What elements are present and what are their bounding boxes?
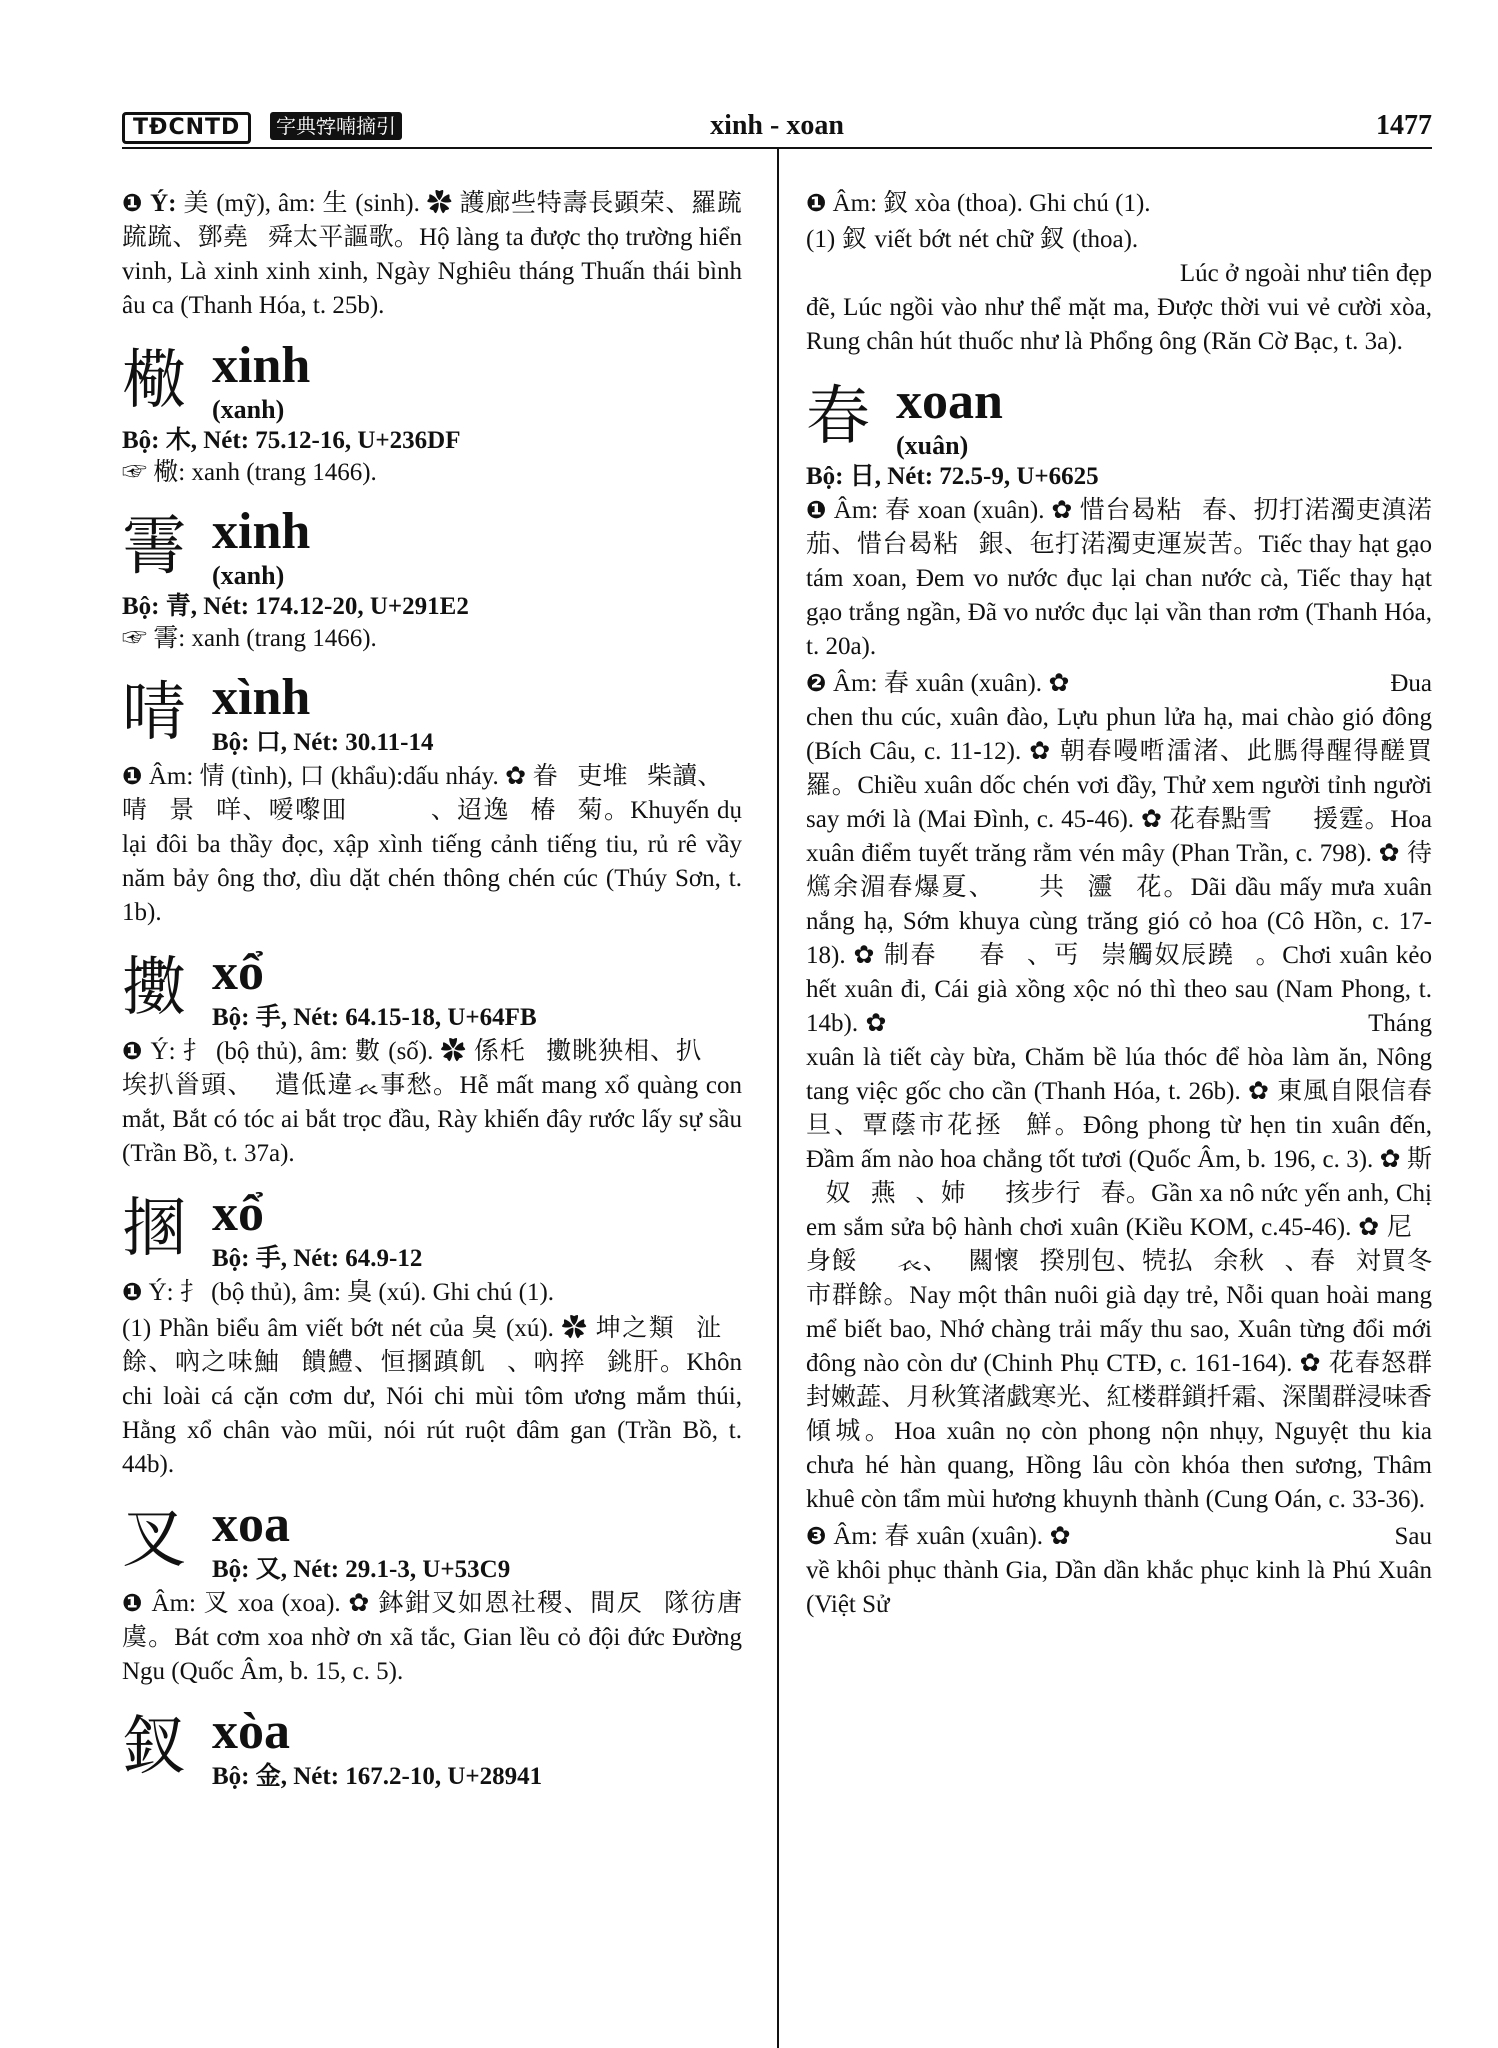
entry-sense-1 <box>806 493 1432 664</box>
entry-headword: xòa <box>212 1703 290 1760</box>
sense-text: Âm: 春 xoan (xuân). ✿ 惜台曷粘𥹰春、㧅打渃濁吏滇渃茄、惜台曷粘𤽗銀、㐌打渃濁吏運炭苦。Tiếc thay hạt gạo tám xoan, Đem vo nước đục lại chan nước cà, Tiếc thay hạt gạo trắng ngần, Đã vo nước đục lại vần than rơm (Thanh Hóa, t. 20a). <box>806 497 1432 660</box>
page-header <box>122 108 1432 146</box>
entry-sense <box>122 1034 742 1171</box>
entry-character: 䨝 <box>122 510 186 584</box>
running-title: xinh - xoan <box>710 110 844 141</box>
sense-number: ❶ <box>122 1589 144 1617</box>
entry-character: 釵 <box>122 1710 186 1784</box>
entry-cross-reference: ☞ 䨝: xanh (trang 1466). <box>122 625 377 652</box>
entry-character: 㨡 <box>122 1192 186 1266</box>
left-column <box>122 186 742 1799</box>
sense-number: ❸ <box>806 1522 827 1550</box>
entry-character: 擻 <box>122 951 186 1025</box>
entry-headword: xổ <box>212 944 264 1001</box>
sense-label: Ý: <box>150 190 177 217</box>
entry-character: 叉 <box>122 1503 186 1577</box>
series-logo: TĐCNTD <box>122 112 251 144</box>
entry-note: (1) Phần biểu âm viết bớt nét của 臭 (xú). ✿ 坤之類𩵜沚𩜀餘、吶之味鮋𤁘饋鱧、恒㨡蹎飢𪖫、吶捽𦛌銚肝。Khôn chi loài cá cặn cơm dư, Nói chi mùi tôm ương mắm thúi, Hằng xổ chân vào mũi, nói rút ruột đâm gan (Trần Bồ, t. 44b). <box>122 1315 742 1478</box>
column-divider <box>777 149 779 2048</box>
series-logo-han: 字典𡨸喃摘引 <box>270 112 402 140</box>
sense-text: 美 (mỹ), âm: 生 (sinh). ✿ 護廊些特壽長顕荣、羅䟽䟽䟽、鄧堯𦝄舜太平謳歌。Hộ làng ta được thọ trường hiển vinh, Là xinh xinh xinh, Ngày Nghiêu tháng Thuấn thái bình âu ca (Thanh Hóa, t. 25b). <box>122 190 743 319</box>
sense-text: Âm: 春 xuân (xuân). ✿ 𣋇術恢復城嘉、寅寅克復京羅富春。Sau về khôi phục thành Gia, Dần dần khắc phục kinh là Phú Xuân (Việt Sử <box>806 1523 1433 1618</box>
sense-text: Ý: 扌 (bộ thủ), âm: 臭 (xú). Ghi chú (1). <box>148 1279 555 1306</box>
sense-text: Âm: 春 xuân (xuân). ✿ 𢹣𤄯秋菊春桃、榴𡃹焒夏梅嘲𠖾冬。Đua chen thu cúc, xuân đào, Lựu phun lửa hạ, mai chào gió đông (Bích Câu, c. 11-12). ✿ 朝春𠼦𠹗㵢渚、此𦟐得醒得醝買羅。Chiều xuân dốc chén vơi đầy, Thử xem người tỉnh người say mới là (Mai Đình, c. 45-46). ✿ 花春點雪𦛋𩅹援霆。Hoa xuân điểm tuyết trăng rằm vén mây (Phan Trần, c. 798). ✿ 待𤒘余湄春爆夏、𡗶𢀭共𦛋𤅷𩈘花。Dãi dầu mấy mưa xuân nắng hạ, Sớm khuya cùng trăng gió cỏ hoa (Cô Hồn, c. 17-18). ✿ 制春𥚄𢲣春𢏜、丐𦟐崇觸奴辰蹺𨋣。Chơi xuân kẻo hết xuân đi, Cái già xồng xộc nó thì theo sau (Nam Phong, t. 14b). ✿ 𣎃春羅節耕𦓿、𥱬皮𥟉秃底和𠄼咹、農桑役𣑳朱勤。Tháng xuân là tiết cày bừa, Chăm bề lúa thóc để hòa làm ăn, Nông tang việc gốc cho cần (Thanh Hóa, t. 26b). ✿ 東風自限信春旦、覃蔭市花拯𤀓鮮。Đông phong từ hẹn tin xuân đến, Đầm ấm nào hoa chẳng tốt tươi (Quốc Âm, b. 196, c. 3). ✿ 斯𠻵奴𠰉燕𪅴、姉𡛔𢭸㧡步行𨔈春。Gần xa nô nức yến anh, Chị em sắm sửa bộ hành chơi xuân (Kiều KOM, c.45-46). ✿ 尼𠃣身餒𦓡𠼤𧘇、𢯦闗懷𢭸揆別包、㸿払𠴍余秋𨷈、春𡳳対買冬市群餘。Nay một thân nuôi già dạy trẻ, Nỗi quan hoài mang mể biết bao, Nhớ chàng trải mấy thu sao, Xuân từng đổi mới đông nào còn dư (Chinh Phụ CTĐ, c. 161-164). ✿ 花春怒群封嫩蕋、月秋箕渚戯寒光、紅楼群鎖扦霜、深閨群浸味香傾城。Hoa xuân nọ còn phong nộn nhụy, Nguyệt thu kia chưa hé hàn quang, Hồng lâu còn khóa then sương, Thâm khuê còn tẩm mùi hương khuynh thành (Cung Oán, c. 33-36). <box>806 670 1433 1513</box>
entry-xinh-1 <box>122 337 742 489</box>
entry-alt-reading: (xanh) <box>212 561 285 590</box>
sense-number: ❶ <box>122 1037 144 1065</box>
entry-xoa-2 <box>122 1703 742 1799</box>
sense-text: Âm: 叉 xoa (xoa). ✿ 鉢鉗叉如恩社稷、間𡰦𩈘隊彷唐虞。Bát cơm xoa nhờ ơn xã tắc, Gian lều cỏ đội đức Đường Ngu (Quốc Âm, b. 15, c. 5). <box>122 1590 743 1685</box>
entry-alt-reading: (xuân) <box>896 431 969 460</box>
entry-alt-reading: (xanh) <box>212 395 285 424</box>
entry-xoan <box>806 373 1432 1622</box>
entry-headword: xinh <box>212 503 311 560</box>
sense-number: ❶ <box>122 1278 143 1306</box>
right-column <box>806 186 1432 1624</box>
entry-radical-info: Bộ: 青, Nét: 174.12-20, U+291E2 <box>122 593 469 620</box>
entry-sense <box>122 1275 742 1310</box>
entry-character: 春 <box>806 380 870 454</box>
entry-sense <box>122 1586 742 1689</box>
entry-xinh-2 <box>122 503 742 655</box>
intro-sense <box>122 186 742 323</box>
entry-sense-2 <box>806 666 1432 1517</box>
sense-number: ❶ <box>806 496 827 524</box>
sense-text: Âm: 釵 xòa (thoa). Ghi chú (1). <box>832 190 1151 217</box>
entry-headword: xoa <box>212 1496 290 1553</box>
entry-note: (1) 釵 viết bớt nét chữ 釵 (thoa). ✿ 𣇜於外如仙𦀚𤵶、𣇜𣛞𠊛如体𦝄麻、特辰㥋𧷸哄釵、搭𩠐吻𦭷如𤿤𦝄翁。Lúc ở ngoài như tiên đẹp đẽ, Lúc ngồi vào như thể mặt ma, Được thời vui vẻ cười xòa, Rung chân hút thuốc như là Phổng ông (Răn Cờ Bạc, t. 3a). <box>806 226 1432 355</box>
page-number: 1477 <box>1376 110 1432 141</box>
entry-headword: xinh <box>212 337 311 394</box>
continued-sense <box>806 186 1432 221</box>
entry-sense <box>122 759 742 930</box>
entry-character: 啨 <box>122 676 186 750</box>
entry-headword: xoan <box>896 373 1003 430</box>
entry-radical-info: Bộ: 口, Nét: 30.11-14 <box>212 729 434 756</box>
entry-sense-3 <box>806 1519 1432 1622</box>
entry-radical-info: Bộ: 日, Nét: 72.5-9, U+6625 <box>806 463 1099 490</box>
entry-radical-info: Bộ: 木, Nét: 75.12-16, U+236DF <box>122 427 461 454</box>
sense-text: Âm: 情 (tình), 口 (khẩu):dấu nháy. ✿ 眷𠸒吏堆𦤾柴讀、𠼿啨𠷍景𠷍咩、嗳嚟囬𦙫𢀨𢚸𨅸、迢逸𠹗椿𠹗菊。Khuyến dụ lại đôi ba thầy đọc, xập xình tiếng cảnh tiếng tiu, rủ rê vầy năm bảy ông thơ, dìu dặt chén thông chén cúc (Thúy Sơn, t. 1b). <box>122 763 742 926</box>
entry-radical-info: Bộ: 又, Nét: 29.1-3, U+53C9 <box>212 1556 511 1583</box>
sense-number: ❶ <box>122 189 144 217</box>
entry-xo-1 <box>122 944 742 1171</box>
entry-headword: xổ <box>212 1185 264 1242</box>
sense-number: ❶ <box>122 762 143 790</box>
entry-xoa <box>122 1496 742 1689</box>
entry-radical-info: Bộ: 手, Nét: 64.15-18, U+64FB <box>212 1004 537 1031</box>
entry-cross-reference: ☞ 㯳: xanh (trang 1466). <box>122 459 377 486</box>
entry-radical-info: Bộ: 手, Nét: 64.9-12 <box>212 1245 423 1272</box>
entry-xinh-3 <box>122 669 742 930</box>
sense-number: ❷ <box>806 669 827 697</box>
sense-number: ❶ <box>806 189 827 217</box>
entry-radical-info: Bộ: 金, Nét: 167.2-10, U+28941 <box>212 1763 543 1790</box>
entry-headword: xình <box>212 669 311 726</box>
sense-text: Ý: 扌 (bộ thủ), âm: 數 (số). ✿ 係杔𦛌擻眺㹧相、扒𩯀𨖅埃扒𩠐頭、𢫝遣低違𧘇事愁。Hễ mất mang xổ quàng con mắt, Bắt có tóc ai bắt trọc đầu, Rày khiến đây rước lấy sự sầu (Trần Bồ, t. 37a). <box>122 1038 742 1167</box>
entry-character: 㯳 <box>122 344 186 418</box>
entry-xo-2 <box>122 1185 742 1482</box>
